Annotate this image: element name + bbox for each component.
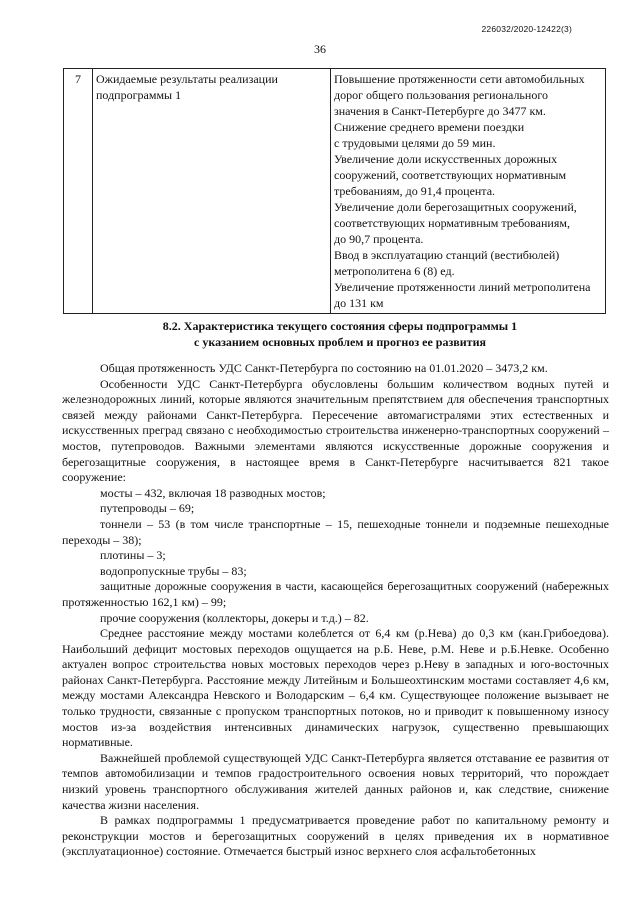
paragraph: В рамках подпрограммы 1 предусматривается проведение работ по капитальному ремонту и реконструкции мостов и берегозащитных сооружений в целях приведения их в нормативное (эксплуатационное) состояние. Отмечается быстрый износ верхнего слоя асфальтобетонных	[62, 813, 609, 859]
row-name	[93, 69, 331, 314]
list-item: мосты – 432, включая 18 разводных мостов;	[100, 485, 326, 500]
list-item: плотины – 3;	[100, 548, 166, 563]
paragraph: Особенности УДС Санкт-Петербурга обусловлены большим количеством водных путей и железнодорожных линий, которые являются значительным препятствием для обеспечения транспортных связей между районами Санкт-Петербурга. Пересечение автомагистралями этих естественных и искусственных преград связано с необходимостью строительства инженерно-транспортных сооружений – мостов, путепроводов. Важными элементами являются искусственные дорожные сооружения и берегозащитные сооружения, в настоящее время в Санкт-Петербурге насчитывается 821 такое сооружение:	[62, 376, 609, 485]
value-line: Повышение протяженности сети автомобильных	[334, 72, 585, 86]
row-number: 7	[64, 69, 93, 314]
list-item: прочие сооружения (коллекторы, докеры и т.д.) – 82.	[100, 610, 369, 625]
value-line: Увеличение доли искусственных дорожных	[334, 152, 558, 166]
value-line: метрополитена 6 (8) ед.	[334, 264, 455, 278]
paragraph: Общая протяженность УДС Санкт-Петербурга по состоянию на 01.01.2020 – 3473,2 км.	[100, 361, 548, 375]
value-line: с трудовыми целями до 59 мин.	[334, 136, 496, 150]
page-number: 36	[314, 42, 326, 56]
section-title-line: с указанием основных проблем и прогноз ее развития	[194, 335, 486, 349]
value-line: Увеличение протяженности линий метрополитена	[334, 280, 591, 294]
list-item: путепроводы – 69;	[100, 501, 195, 516]
document-id: 226032/2020-12422(3)	[481, 24, 572, 34]
value-line: Снижение среднего времени поездки	[334, 120, 525, 134]
value-line: до 131 км	[334, 296, 384, 310]
row-name-line: Ожидаемые результаты реализации	[96, 72, 278, 86]
value-line: Увеличение доли берегозащитных сооружений,	[334, 200, 577, 214]
section-title-line: 8.2. Характеристика текущего состояния сферы подпрограммы 1	[162, 319, 518, 333]
list-item: защитные дорожные сооружения в части, касающейся берегозащитных сооружений (набережных протяженностью 162,1 км) – 99;	[62, 579, 609, 609]
paragraph: Важнейшей проблемой существующей УДС Санкт-Петербурга является отставание ее развития от темпов автомобилизации и темпов градостроительного освоения новых территорий, что порождает низкий уровень транспортного обслуживания жителей данных районов и, как следствие, снижение качества жизни населения.	[62, 750, 609, 812]
value-line: дорог общего пользования регионального	[334, 88, 548, 102]
row-value	[331, 69, 606, 314]
value-line: Ввод в эксплуатацию станций (вестибюлей)	[334, 248, 560, 262]
paragraph: Среднее расстояние между мостами колеблется от 6,4 км (р.Нева) до 0,3 км (кан.Грибоедова). Наибольший дефицит мостовых переходов ощущается на р.Б. Неве, р.М. Неве и р.Б.Невке. Особенно актуален вопрос строительства новых мостовых переходов через р.Неву в западных и юго-восточных районах Санкт-Петербурга. Расстояние между Литейным и Большеохтинским мостами составляет 4,6 км, между мостами Александра Невского и Володарским – 6,4 км. Существующее положение вызывает не только трудности, связанные с пропуском транспортных потоков, но и приводит к повышенному износу мостов из-за воздействия интенсивных динамических нагрузок, существенно превышающих нормативные.	[62, 626, 609, 750]
table-row	[64, 69, 606, 314]
value-line: сооружений, соответствующих нормативным	[334, 168, 567, 182]
list-item: водопропускные трубы – 83;	[100, 563, 247, 578]
row-name-line: подпрограммы 1	[96, 88, 182, 102]
section-body	[62, 361, 609, 860]
value-line: до 90,7 процента.	[334, 232, 424, 246]
list-item: тоннели – 53 (в том числе транспортные – 15, пешеходные тоннели и подземные пешеходные переходы – 38);	[62, 516, 609, 547]
results-table	[63, 68, 606, 314]
value-line: требованиям, до 91,4 процента.	[334, 184, 496, 198]
value-line: соответствующих нормативным требованиям,	[334, 216, 570, 230]
section-heading	[70, 318, 610, 350]
value-line: значения в Санкт-Петербурге до 3477 км.	[334, 104, 546, 118]
